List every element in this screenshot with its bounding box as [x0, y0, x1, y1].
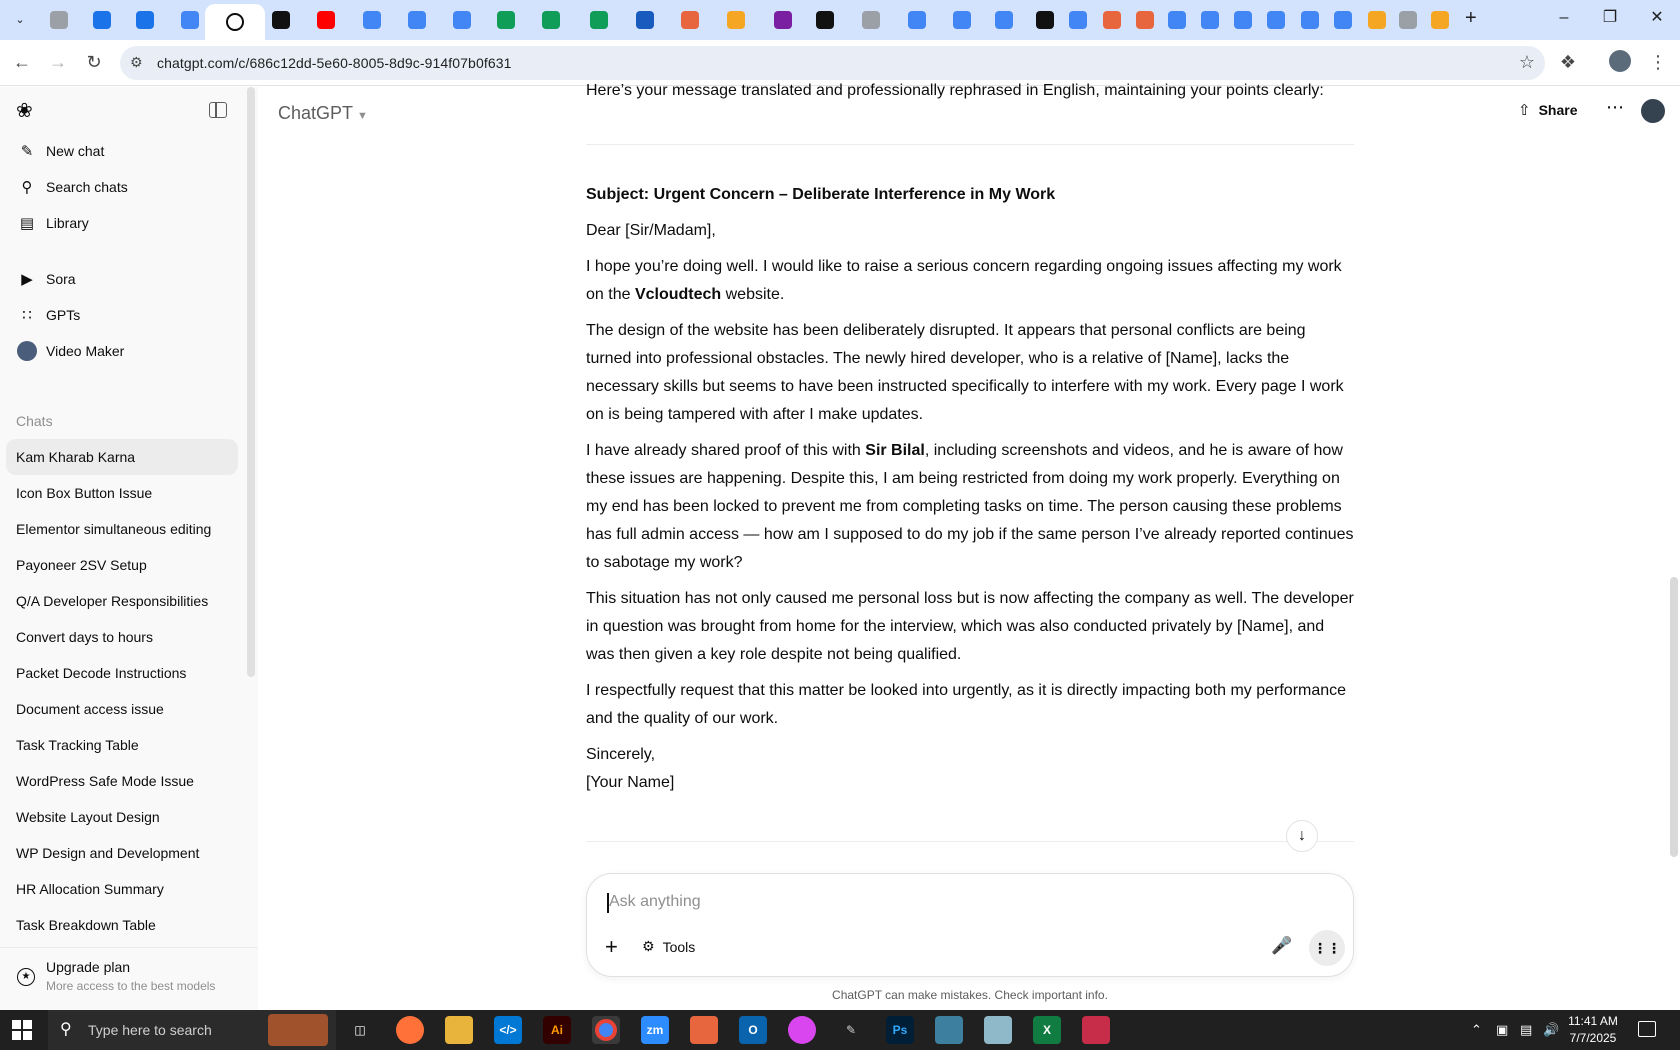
tab-favicon-10-icon[interactable]: [453, 11, 471, 29]
tab-favicon-26-icon[interactable]: [1136, 11, 1154, 29]
tab-favicon-25-icon[interactable]: [1103, 11, 1121, 29]
user-avatar[interactable]: [1641, 99, 1665, 123]
upgrade-icon: ★: [17, 968, 35, 986]
chat-history-item[interactable]: HR Allocation Summary: [16, 881, 164, 897]
bookmark-star-icon[interactable]: ☆: [1518, 52, 1535, 72]
tab-favicon-19-icon[interactable]: [862, 11, 880, 29]
tab-favicon-27-icon[interactable]: [1168, 11, 1186, 29]
tab-favicon-30-icon[interactable]: [1267, 11, 1285, 29]
search-icon: ⚲: [60, 1021, 72, 1038]
video-maker-avatar-icon: [16, 341, 38, 361]
tab-favicon-3-icon[interactable]: [136, 11, 154, 29]
grid-icon: ∷: [22, 307, 32, 324]
sidebar-item-label: Search chats: [46, 179, 128, 195]
outlook-icon[interactable]: O: [739, 1016, 767, 1044]
composer[interactable]: [586, 873, 1354, 977]
address-bar[interactable]: [120, 46, 1545, 80]
extensions-puzzle-icon[interactable]: ❖: [1559, 52, 1577, 72]
message-intro: Here’s your message translated and professionally rephrased in English, maintaining your points clearly:: [586, 82, 1324, 99]
tab-favicon-9-icon[interactable]: [408, 11, 426, 29]
clock-date: 7/7/2025: [1569, 1031, 1617, 1045]
task-view-icon[interactable]: ◫: [354, 1023, 366, 1037]
share-label: Share: [1538, 102, 1578, 118]
model-name: ChatGPT: [278, 103, 354, 123]
sidebar-scrollbar[interactable]: [247, 87, 255, 677]
divider: [586, 841, 1354, 842]
more-options-icon[interactable]: ⋯: [1606, 97, 1625, 117]
tab-favicon-15-icon[interactable]: [681, 11, 699, 29]
clock-time: 11:41 AM: [1568, 1014, 1618, 1028]
vscode-icon[interactable]: </>: [494, 1016, 522, 1044]
chat-history-item[interactable]: Q/A Developer Responsibilities: [16, 593, 209, 609]
chat-history-item[interactable]: Payoneer 2SV Setup: [16, 557, 147, 573]
email-signature: [Your Name]: [586, 774, 675, 791]
tab-favicon-8-icon[interactable]: [363, 11, 381, 29]
back-arrow-icon[interactable]: ←: [13, 52, 31, 72]
tab-favicon-2-icon[interactable]: [93, 11, 111, 29]
windows-taskbar: [0, 1010, 1680, 1050]
email-closing: Sincerely,: [586, 746, 656, 763]
app-icon-paper[interactable]: [984, 1016, 1012, 1044]
share-button[interactable]: [1518, 101, 1578, 119]
openai-logo-icon[interactable]: ❀: [16, 100, 33, 122]
tab-favicon-11-icon[interactable]: [497, 11, 515, 29]
email-subject: Subject: Urgent Concern – Deliberate Interference in My Work: [586, 186, 1056, 203]
tab-favicon-6-icon[interactable]: [272, 11, 290, 29]
app-icon-orange[interactable]: [690, 1016, 718, 1044]
tab-favicon-35-icon[interactable]: [1431, 11, 1449, 29]
tab-favicon-18-icon[interactable]: [816, 11, 834, 29]
upgrade-plan-button[interactable]: [0, 947, 258, 1010]
chevron-down-icon: ▼: [357, 110, 368, 122]
email-paragraph-2: The design of the website has been deliberately disrupted. It appears that personal conflicts are being turned into professional obstacles. The newly hired developer, who is a relative of [Name], lacks the necessary skills but seems to have been instructed specifically to interfere with my work. Every page I work on is being tampered with after I make updates.: [586, 322, 1344, 423]
share-icon: ⇧: [1518, 102, 1531, 119]
tab-favicon-24-icon[interactable]: [1069, 11, 1087, 29]
chat-history-item[interactable]: Task Breakdown Table: [16, 917, 156, 933]
tab-favicon-33-icon[interactable]: [1368, 11, 1386, 29]
zoom-icon[interactable]: zm: [641, 1016, 669, 1044]
main-scrollbar[interactable]: [1670, 577, 1678, 857]
browser-menu-icon[interactable]: ⋮: [1649, 52, 1667, 72]
tab-favicon-32-icon[interactable]: [1334, 11, 1352, 29]
tools-label: Tools: [662, 938, 696, 955]
minimize-icon[interactable]: –: [1559, 9, 1569, 26]
app-icon-red[interactable]: [1082, 1016, 1110, 1044]
creative-cloud-icon[interactable]: [788, 1016, 816, 1044]
windows-start-icon[interactable]: [12, 1020, 32, 1040]
upgrade-subtitle: More access to the best models: [46, 979, 216, 993]
tab-search-chevron-icon[interactable]: ⌄: [15, 13, 25, 26]
clock[interactable]: [1556, 1013, 1630, 1047]
sidebar-sora[interactable]: [6, 261, 238, 297]
tab-favicon-13-icon[interactable]: [590, 11, 608, 29]
tab-favicon-22-icon[interactable]: [995, 11, 1013, 29]
tab-favicon-23-icon[interactable]: [1036, 11, 1054, 29]
chrome-icon[interactable]: [592, 1016, 620, 1044]
chat-history-item[interactable]: WP Design and Development: [16, 845, 200, 861]
chats-section-heading: Chats: [16, 413, 53, 429]
taskbar-search-placeholder: Type here to search: [88, 1022, 212, 1038]
chat-history-item[interactable]: Convert days to hours: [16, 629, 153, 645]
chat-history-item[interactable]: Elementor simultaneous editing: [16, 521, 212, 537]
microphone-icon[interactable]: 🎤: [1271, 936, 1293, 955]
sidebar-video-maker[interactable]: [6, 333, 238, 369]
illustrator-icon[interactable]: Ai: [543, 1016, 571, 1044]
tray-chevron-up-icon[interactable]: ⌃: [1471, 1022, 1482, 1037]
sidebar-item-label: Video Maker: [46, 343, 125, 359]
chat-history-item[interactable]: Task Tracking Table: [16, 737, 139, 753]
sidebar-new-chat[interactable]: [6, 133, 238, 169]
photoshop-icon[interactable]: Ps: [886, 1016, 914, 1044]
email-paragraph-1: I hope you’re doing well. I would like to raise a serious concern regarding ongoing issues affecting my work on the Vcloudtech website.: [586, 258, 1342, 303]
tray-app-icon[interactable]: ▣: [1496, 1022, 1509, 1037]
chat-history-item[interactable]: Icon Box Button Issue: [16, 485, 153, 501]
new-tab-plus-icon[interactable]: +: [1465, 7, 1477, 29]
tab-favicon-29-icon[interactable]: [1234, 11, 1252, 29]
main-chat-area: [258, 82, 1680, 1010]
pen-tool-icon[interactable]: ✎: [845, 1023, 857, 1037]
sidebar-toggle-icon[interactable]: [209, 102, 227, 118]
close-window-icon[interactable]: ✕: [1650, 9, 1664, 26]
tab-favicon-1-icon[interactable]: [50, 11, 68, 29]
upgrade-title: Upgrade plan: [46, 959, 131, 975]
sidebar-library[interactable]: [6, 205, 238, 241]
browser-tab-strip: [0, 0, 1680, 40]
chat-history-item[interactable]: WordPress Safe Mode Issue: [16, 773, 194, 789]
tab-favicon-7-icon[interactable]: [317, 11, 335, 29]
sidebar-item-label: Library: [46, 215, 89, 231]
tab-favicon-12-icon[interactable]: [542, 11, 560, 29]
sidebar-item-label: Sora: [46, 271, 76, 287]
tab-favicon-4-icon[interactable]: [181, 11, 199, 29]
tab-favicon-14-icon[interactable]: [636, 11, 654, 29]
chat-history-item[interactable]: Website Layout Design: [16, 809, 160, 825]
excel-icon[interactable]: X: [1033, 1016, 1061, 1044]
forward-arrow-icon[interactable]: →: [49, 52, 67, 72]
notification-icon[interactable]: [1638, 1021, 1656, 1037]
voice-mode-icon[interactable]: ⋮⋮: [1309, 930, 1345, 966]
sidebar-item-label: GPTs: [46, 307, 81, 323]
tab-favicon-31-icon[interactable]: [1301, 11, 1319, 29]
sliders-icon: ⚙: [642, 938, 655, 954]
firefox-icon[interactable]: [396, 1016, 424, 1044]
email-paragraph-5: I respectfully request that this matter be looked into urgently, as it is directly impacting both my performance and the quality of our work.: [586, 682, 1347, 727]
app-icon-teal[interactable]: [935, 1016, 963, 1044]
composer-input[interactable]: Ask anything: [609, 893, 701, 910]
reload-icon[interactable]: ↻: [86, 52, 102, 72]
search-highlight-image: [268, 1014, 328, 1046]
taskbar-search-box[interactable]: [48, 1010, 336, 1050]
sidebar-gpts[interactable]: [6, 297, 238, 333]
play-circle-icon: ▶: [21, 271, 33, 288]
divider: [586, 144, 1354, 145]
file-explorer-icon[interactable]: [445, 1016, 473, 1044]
tab-favicon-17-icon[interactable]: [774, 11, 792, 29]
sidebar-item-label: New chat: [46, 143, 105, 159]
volume-icon[interactable]: 🔊: [1543, 1022, 1560, 1037]
site-info-icon[interactable]: ⚙: [130, 54, 143, 70]
network-icon[interactable]: ▤: [1520, 1022, 1533, 1037]
tab-favicon-20-icon[interactable]: [908, 11, 926, 29]
tools-button[interactable]: [642, 938, 695, 955]
email-paragraph-3: I have already shared proof of this with Sir Bilal, including screenshots and videos, and he is aware of how these issues are happening. Despite this, I am being restricted from doing my work properly. Everything on my end has been locked to prevent me from completing tasks on time. The person causing these problems has full admin access — how am I supposed to do my job if the same person I’ve already reported continues to sabotage my work?: [586, 442, 1354, 571]
scroll-down-arrow-icon[interactable]: ↓: [1286, 820, 1318, 852]
restore-icon[interactable]: ❐: [1602, 9, 1618, 26]
sidebar-search-chats[interactable]: [6, 169, 238, 205]
url-text[interactable]: chatgpt.com/c/686c12dd-5e60-8005-8d9c-914f07b0f631: [157, 55, 512, 71]
attach-plus-icon[interactable]: +: [605, 934, 618, 959]
library-icon: ▤: [19, 215, 35, 232]
email-greeting: Dear [Sir/Madam],: [586, 222, 716, 239]
disclaimer: ChatGPT can make mistakes. Check important info.: [832, 988, 1108, 1002]
tab-favicon-16-icon[interactable]: [727, 11, 745, 29]
tab-favicon-34-icon[interactable]: [1399, 11, 1417, 29]
chat-history-item[interactable]: Packet Decode Instructions: [16, 665, 187, 681]
email-paragraph-4: This situation has not only caused me personal loss but is now affecting the company as well. The developer in question was brought from home for the interview, which was also conducted privately by [Name], and was then given a key role despite not being qualified.: [586, 590, 1354, 663]
compose-icon: ✎: [20, 143, 34, 160]
tab-favicon-21-icon[interactable]: [953, 11, 971, 29]
model-selector[interactable]: [278, 103, 368, 124]
chat-history-item[interactable]: Document access issue: [16, 701, 164, 717]
chat-history-item[interactable]: Kam Kharab Karna: [6, 439, 238, 475]
search-icon: ⚲: [21, 179, 33, 196]
sidebar: [0, 87, 258, 1010]
profile-avatar[interactable]: [1609, 50, 1631, 72]
tab-favicon-28-icon[interactable]: [1201, 11, 1219, 29]
tab-favicon-active-icon[interactable]: [205, 4, 265, 40]
